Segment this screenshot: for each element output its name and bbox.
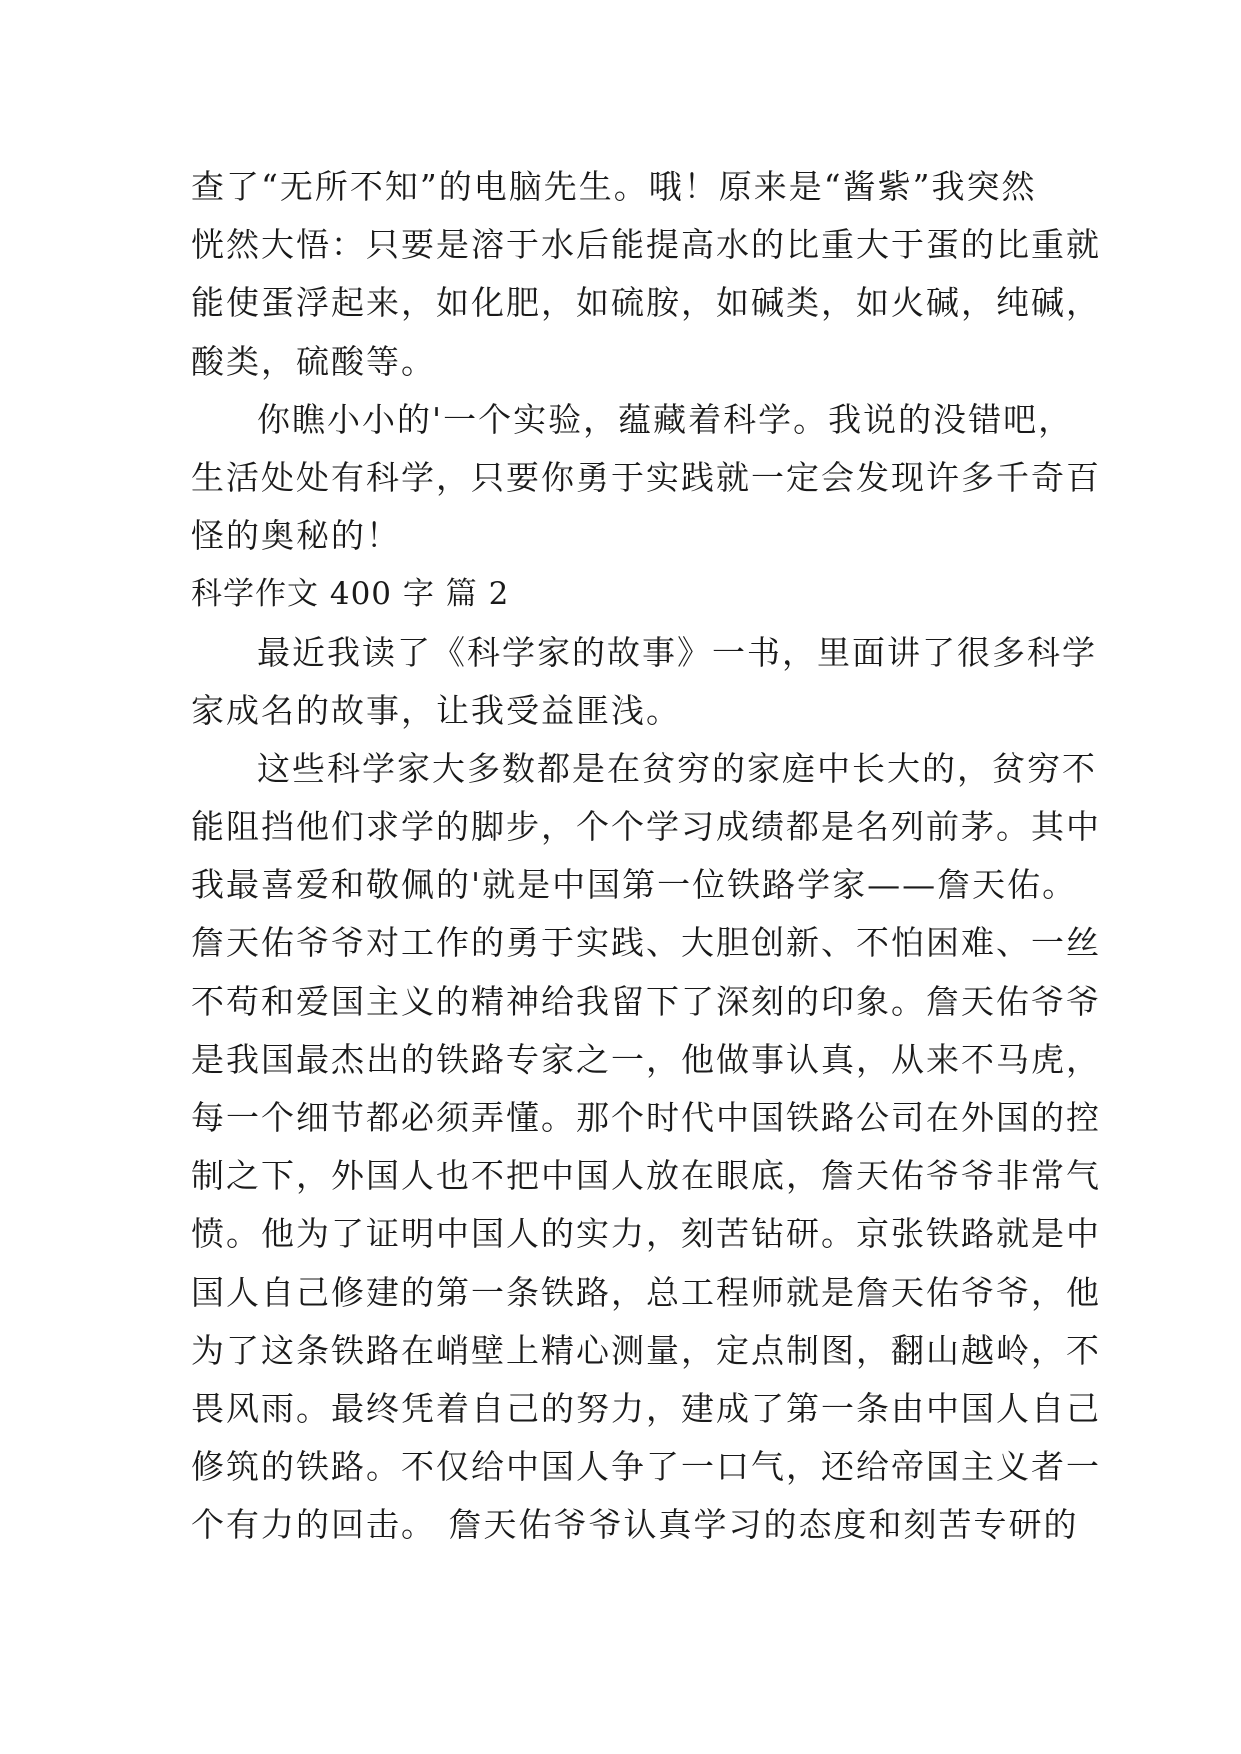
text-line: 制之下，外国人也不把中国人放在眼底，詹天佑爷爷非常气 <box>191 1156 1101 1196</box>
text-line: 怪的奥秘的！ <box>191 516 401 556</box>
text-line: 这些科学家大多数都是在贫穷的家庭中长大的，贫穷不 <box>257 748 1097 788</box>
text-line: 畏风雨。最终凭着自己的努力，建成了第一条由中国人自己 <box>191 1388 1101 1428</box>
text-line: 为了这条铁路在峭壁上精心测量，定点制图，翻山越岭，不 <box>191 1330 1101 1370</box>
text-line: 修筑的铁路。不仅给中国人争了一口气，还给帝国主义者一 <box>191 1447 1101 1487</box>
text-line: 我最喜爱和敬佩的'就是中国第一位铁路学家——詹天佑。 <box>191 865 1078 905</box>
text-line: 不苟和爱国主义的精神给我留下了深刻的印象。詹天佑爷爷 <box>191 981 1101 1021</box>
section-heading: 科学作文 400 字 篇 2 <box>191 576 510 613</box>
text-line: 家成名的故事，让我受益匪浅。 <box>191 690 681 730</box>
text-line: 酸类，硫酸等。 <box>191 341 436 381</box>
text-line: 能阻挡他们求学的脚步，个个学习成绩都是名列前茅。其中 <box>191 807 1101 847</box>
text-line: 生活处处有科学，只要你勇于实践就一定会发现许多千奇百 <box>191 457 1101 497</box>
text-line: 你瞧小小的'一个实验，蕴藏着科学。我说的没错吧， <box>257 399 1074 439</box>
text-line: 恍然大悟：只要是溶于水后能提高水的比重大于蛋的比重就 <box>191 225 1101 265</box>
text-line: 每一个细节都必须弄懂。那个时代中国铁路公司在外国的控 <box>191 1098 1101 1137</box>
text-line: 是我国最杰出的铁路专家之一，他做事认真，从来不马虎， <box>191 1039 1101 1079</box>
text-line: 愤。他为了证明中国人的实力，刻苦钻研。京张铁路就是中 <box>191 1214 1101 1254</box>
text-line: 能使蛋浮起来，如化肥，如硫胺，如碱类，如火碱，纯碱， <box>191 283 1101 323</box>
text-line: 个有力的回击。 詹天佑爷爷认真学习的态度和刻苦专研的 <box>191 1505 1079 1545</box>
document-body <box>191 158 1101 1555</box>
text-line: 詹天佑爷爷对工作的勇于实践、大胆创新、不怕困难、一丝 <box>191 923 1101 963</box>
text-line: 国人自己修建的第一条铁路，总工程师就是詹天佑爷爷，他 <box>191 1272 1101 1312</box>
text-line: 查了“无所不知”的电脑先生。哦！原来是“酱紫”我突然 <box>191 167 1037 206</box>
text-line: 最近我读了《科学家的故事》一书，里面讲了很多科学 <box>257 632 1097 672</box>
